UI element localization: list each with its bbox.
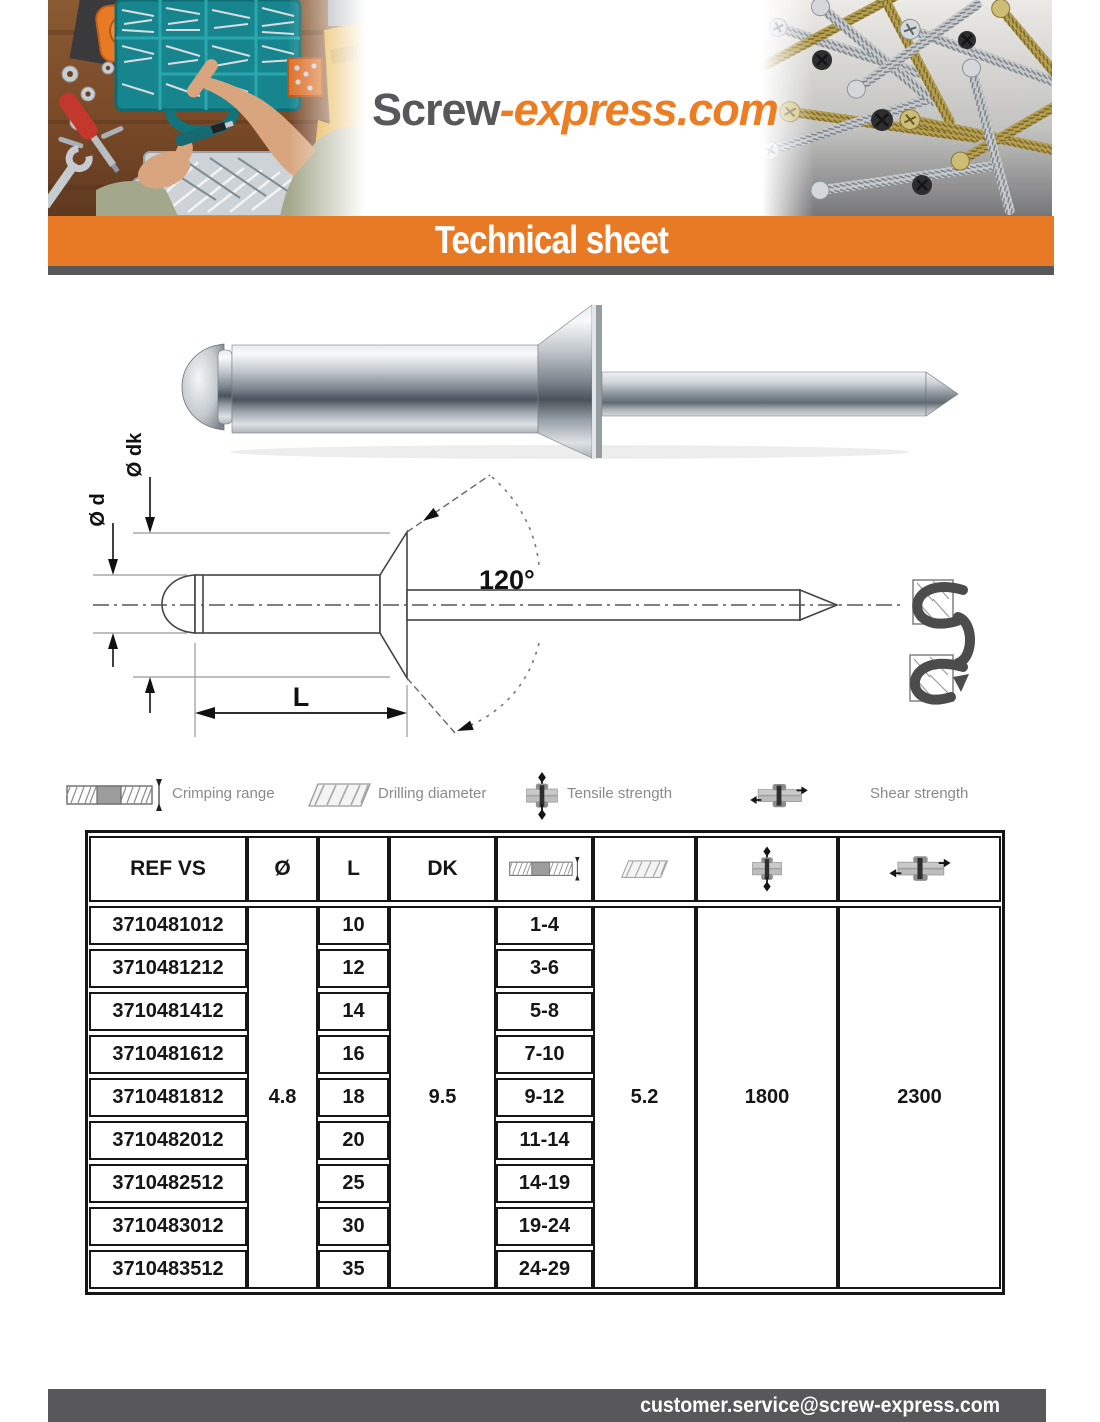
col-header-dk: DK bbox=[389, 836, 496, 902]
legend-tensile-label: Tensile strength bbox=[567, 785, 673, 802]
screw-pile-photo bbox=[762, 0, 1052, 216]
col-header-ref: REF VS bbox=[89, 836, 247, 902]
crimping-range-icon bbox=[66, 778, 164, 814]
table-row-length: 25 bbox=[318, 1164, 389, 1203]
dim-label-dk: Ø dk bbox=[124, 432, 146, 478]
legend-shear-label: Shear strength bbox=[870, 785, 969, 802]
col-header-shear bbox=[838, 836, 1001, 902]
spec-table bbox=[85, 830, 1005, 1295]
table-row-ref: 3710483012 bbox=[89, 1207, 247, 1246]
table-row-length: 35 bbox=[318, 1250, 389, 1289]
legend-drilling-label: Drilling diameter bbox=[378, 785, 487, 802]
legend-crimping-label: Crimping range bbox=[172, 785, 275, 802]
merged-tensile-value: 1800 bbox=[696, 906, 838, 1289]
table-row-ref: 3710482512 bbox=[89, 1164, 247, 1203]
tensile-strength-icon bbox=[751, 846, 783, 892]
table-row-ref: 3710481212 bbox=[89, 949, 247, 988]
brand-name-secondary: -express.com bbox=[499, 84, 778, 135]
brand-name bbox=[372, 84, 778, 136]
banner-underline bbox=[48, 266, 1054, 275]
table-row-ref: 3710482012 bbox=[89, 1121, 247, 1160]
table-row-length: 18 bbox=[318, 1078, 389, 1117]
table-row-ref: 3710483512 bbox=[89, 1250, 247, 1289]
shear-strength-icon bbox=[889, 852, 951, 886]
col-header-diameter: Ø bbox=[247, 836, 318, 902]
drilling-diameter-icon bbox=[308, 783, 372, 808]
technical-sheet-banner bbox=[48, 216, 1054, 266]
table-row-grip: 24-29 bbox=[496, 1250, 593, 1289]
table-row-grip: 7-10 bbox=[496, 1035, 593, 1074]
table-row-ref: 3710481412 bbox=[89, 992, 247, 1031]
workbench-photo bbox=[48, 0, 365, 216]
table-row-grip: 11-14 bbox=[496, 1121, 593, 1160]
table-row-length: 30 bbox=[318, 1207, 389, 1246]
table-row-length: 14 bbox=[318, 992, 389, 1031]
table-row-grip: 1-4 bbox=[496, 906, 593, 945]
table-row-length: 16 bbox=[318, 1035, 389, 1074]
table-row-grip: 19-24 bbox=[496, 1207, 593, 1246]
technical-drawing bbox=[55, 415, 1005, 760]
table-row-length: 10 bbox=[318, 906, 389, 945]
merged-drilling-value: 5.2 bbox=[593, 906, 696, 1289]
brand-logo bbox=[362, 66, 778, 154]
merged-diameter-value: 4.8 bbox=[247, 906, 318, 1289]
drilling-diameter-icon bbox=[621, 860, 669, 879]
table-row-grip: 14-19 bbox=[496, 1164, 593, 1203]
table-row-ref: 3710481612 bbox=[89, 1035, 247, 1074]
col-header-crimping bbox=[496, 836, 593, 902]
table-row-length: 12 bbox=[318, 949, 389, 988]
table-row-length: 20 bbox=[318, 1121, 389, 1160]
shear-strength-icon bbox=[750, 780, 808, 812]
tensile-strength-icon bbox=[525, 772, 559, 820]
table-row-grip: 3-6 bbox=[496, 949, 593, 988]
legend-row bbox=[48, 774, 1058, 824]
table-row-ref: 3710481812 bbox=[89, 1078, 247, 1117]
col-header-length: L bbox=[318, 836, 389, 902]
col-header-tensile bbox=[696, 836, 838, 902]
length-label: L bbox=[292, 682, 310, 712]
page-title: Technical sheet bbox=[434, 219, 668, 262]
table-row-grip: 5-8 bbox=[496, 992, 593, 1031]
angle-label: 120° bbox=[479, 565, 535, 595]
customer-service-email: customer.service@screw-express.com bbox=[640, 1393, 1000, 1417]
merged-dk-value: 9.5 bbox=[389, 906, 496, 1289]
brand-name-primary: Screw bbox=[372, 84, 500, 135]
grip-clip-icon bbox=[910, 580, 970, 701]
merged-shear-value: 2300 bbox=[838, 906, 1001, 1289]
table-row-ref: 3710481012 bbox=[89, 906, 247, 945]
crimping-range-icon bbox=[509, 856, 581, 883]
footer-bar bbox=[48, 1389, 1046, 1422]
table-row-grip: 9-12 bbox=[496, 1078, 593, 1117]
dim-label-d: Ø d bbox=[87, 493, 109, 527]
col-header-drilling bbox=[593, 836, 696, 902]
